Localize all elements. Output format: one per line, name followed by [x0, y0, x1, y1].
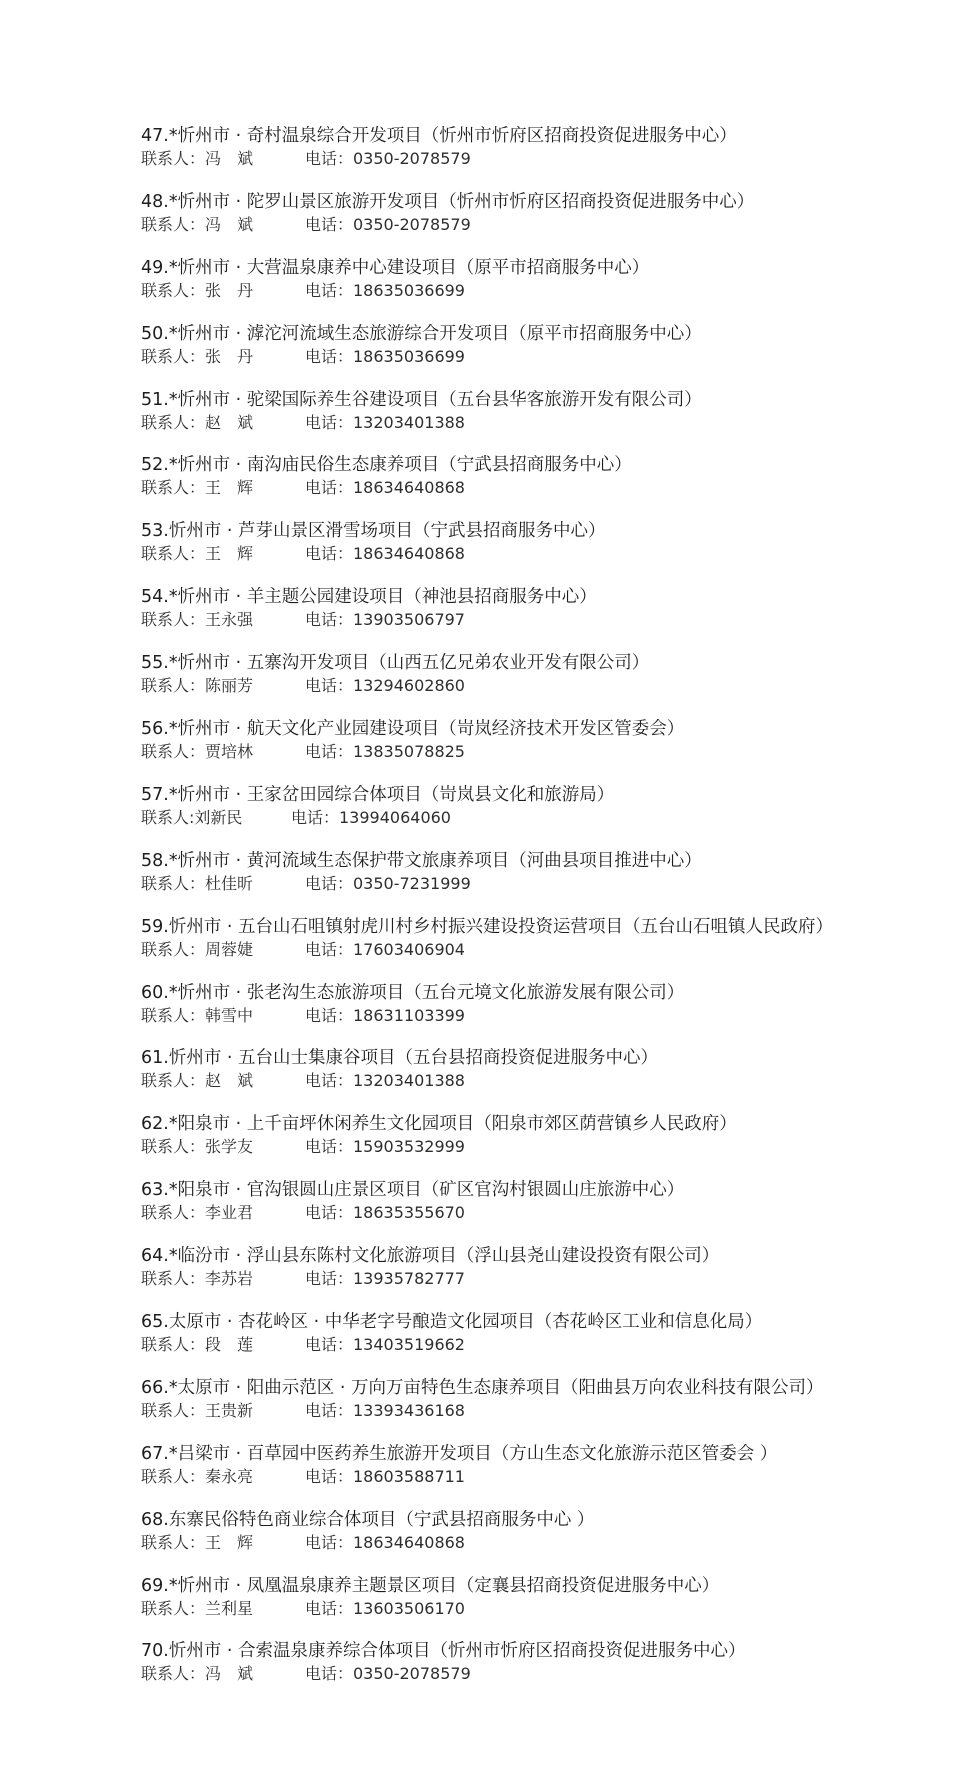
project-contact	[141, 214, 941, 236]
contact-person: 联系人：秦永亮	[141, 1466, 254, 1486]
project-title: 50.*忻州市 · 滹沱河流域生态旅游综合开发项目（原平市招商服务中心）	[141, 323, 702, 344]
project-contact	[141, 148, 941, 170]
project-title: 49.*忻州市 · 大营温泉康养中心建设项目（原平市招商服务中心）	[141, 257, 650, 278]
project-item	[141, 1442, 941, 1508]
project-contact	[141, 1400, 941, 1422]
project-title: 54.*忻州市 · 羊主题公园建设项目（神池县招商服务中心）	[141, 587, 597, 608]
contact-phone: 电话：18634640868	[305, 478, 465, 498]
contact-person: 联系人：王贵新	[141, 1400, 254, 1420]
project-title: 61.忻州市 · 五台山士集康谷项目（五台县招商投资促进服务中心）	[141, 1048, 659, 1069]
contact-person: 联系人：杜佳昕	[141, 873, 254, 893]
contact-phone: 电话：18634640868	[305, 1532, 465, 1552]
project-item	[141, 1046, 941, 1112]
contact-person: 联系人：段 莲	[141, 1335, 254, 1355]
project-title: 52.*忻州市 · 南沟庙民俗生态康养项目（宁武县招商服务中心）	[141, 455, 632, 476]
contact-person: 联系人：冯 斌	[141, 214, 254, 234]
project-contact	[141, 675, 941, 697]
project-contact	[141, 1070, 941, 1092]
project-item	[141, 915, 941, 981]
project-title: 65.太原市 · 杏花岭区 · 中华老字号酿造文化园项目（杏花岭区工业和信息化局）	[141, 1312, 763, 1333]
contact-phone: 电话：18635036699	[305, 346, 465, 366]
project-item	[141, 1574, 941, 1640]
project-item	[141, 256, 941, 322]
project-contact	[141, 807, 941, 829]
project-item	[141, 1508, 941, 1574]
project-contact	[141, 280, 941, 302]
project-title: 70.忻州市 · 合索温泉康养综合体项目（忻州市忻府区招商投资促进服务中心）	[141, 1641, 746, 1662]
contact-phone: 电话：18635036699	[305, 280, 465, 300]
project-item	[141, 190, 941, 256]
project-contact	[141, 1136, 941, 1158]
contact-person: 联系人：兰利星	[141, 1598, 254, 1618]
project-item	[141, 1244, 941, 1310]
contact-phone: 电话：18631103399	[305, 1005, 465, 1025]
contact-phone: 电话：18635355670	[305, 1203, 465, 1223]
project-contact	[141, 1005, 941, 1027]
contact-phone: 电话：15903532999	[305, 1137, 465, 1157]
project-title: 55.*忻州市 · 五寨沟开发项目（山西五亿兄弟农业开发有限公司）	[141, 653, 650, 674]
contact-phone: 电话：13603506170	[305, 1598, 465, 1618]
contact-phone: 电话：18603588711	[305, 1466, 465, 1486]
project-title: 63.*阳泉市 · 官沟银圆山庄景区项目（矿区官沟村银圆山庄旅游中心）	[141, 1180, 685, 1201]
contact-phone: 电话：18634640868	[305, 544, 465, 564]
project-title: 57.*忻州市 · 王家岔田园综合体项目（岢岚县文化和旅游局）	[141, 784, 615, 805]
project-item	[141, 849, 941, 915]
project-item	[141, 1112, 941, 1178]
project-title: 59.忻州市 · 五台山石咀镇射虎川村乡村振兴建设投资运营项目（五台山石咀镇人民政府）	[141, 916, 834, 937]
contact-person: 联系人：李业君	[141, 1203, 254, 1223]
contact-person: 联系人：张 丹	[141, 280, 254, 300]
project-contact	[141, 477, 941, 499]
project-item	[141, 322, 941, 388]
contact-phone: 电话：0350-2078579	[305, 149, 471, 168]
project-item	[141, 717, 941, 783]
project-contact	[141, 1202, 941, 1224]
project-title: 68.东寨民俗特色商业综合体项目（宁武县招商服务中心 ）	[141, 1509, 595, 1530]
contact-person: 联系人：冯 斌	[141, 149, 254, 168]
contact-person: 联系人：陈丽芳	[141, 676, 254, 696]
contact-person: 联系人：赵 斌	[141, 412, 254, 432]
project-title: 47.*忻州市 · 奇村温泉综合开发项目（忻州市忻府区招商投资促进服务中心）	[141, 126, 737, 146]
project-title: 66.*太原市 · 阳曲示范区 · 万向万亩特色生态康养项目（阳曲县万向农业科技有限公司）	[141, 1377, 824, 1398]
contact-person: 联系人：张 丹	[141, 346, 254, 366]
contact-person: 联系人：赵 斌	[141, 1071, 254, 1091]
contact-phone: 电话：13403519662	[305, 1335, 465, 1355]
project-title: 67.*吕梁市 · 百草园中医药养生旅游开发项目（方山生态文化旅游示范区管委会 ）	[141, 1443, 778, 1464]
project-item	[141, 783, 941, 849]
project-title: 58.*忻州市 · 黄河流域生态保护带文旅康养项目（河曲县项目推进中心）	[141, 850, 702, 871]
contact-person: 联系人:刘新民	[141, 807, 243, 827]
contact-person: 联系人：周蓉婕	[141, 939, 254, 959]
project-item	[141, 1639, 941, 1705]
project-contact	[141, 939, 941, 961]
contact-phone: 电话：0350-2078579	[305, 214, 471, 234]
project-title: 48.*忻州市 · 陀罗山景区旅游开发项目（忻州市忻府区招商投资促进服务中心）	[141, 191, 755, 212]
project-list	[141, 124, 941, 1705]
contact-phone: 电话：13835078825	[305, 742, 465, 762]
project-item	[141, 981, 941, 1047]
project-title: 69.*忻州市 · 凤凰温泉康养主题景区项目（定襄县招商投资促进服务中心）	[141, 1575, 720, 1596]
project-title: 60.*忻州市 · 张老沟生态旅游项目（五台元境文化旅游发展有限公司）	[141, 982, 685, 1003]
project-item	[141, 519, 941, 585]
project-contact	[141, 1663, 941, 1685]
contact-person: 联系人：王 辉	[141, 1532, 254, 1552]
contact-person: 联系人：冯 斌	[141, 1664, 254, 1684]
contact-phone: 电话：13294602860	[305, 676, 465, 696]
contact-phone: 电话：13203401388	[305, 412, 465, 432]
contact-phone: 电话：13994064060	[291, 807, 451, 827]
contact-phone: 电话：13393436168	[305, 1400, 465, 1420]
project-contact	[141, 741, 941, 763]
project-item	[141, 651, 941, 717]
contact-person: 联系人：王 辉	[141, 544, 254, 564]
contact-phone: 电话：0350-2078579	[305, 1664, 471, 1684]
project-contact	[141, 1466, 941, 1488]
project-contact	[141, 346, 941, 368]
contact-person: 联系人：张学友	[141, 1137, 254, 1157]
contact-phone: 电话：17603406904	[305, 939, 465, 959]
project-item	[141, 124, 941, 190]
project-item	[141, 1178, 941, 1244]
project-title: 51.*忻州市 · 驼梁国际养生谷建设项目（五台县华客旅游开发有限公司）	[141, 389, 702, 410]
project-contact	[141, 1598, 941, 1620]
contact-phone: 电话：13935782777	[305, 1269, 465, 1289]
project-item	[141, 388, 941, 454]
contact-phone: 电话：0350-7231999	[305, 873, 471, 893]
project-contact	[141, 1268, 941, 1290]
project-title: 56.*忻州市 · 航天文化产业园建设项目（岢岚经济技术开发区管委会）	[141, 719, 685, 740]
project-contact	[141, 543, 941, 565]
contact-phone: 电话：13903506797	[305, 610, 465, 630]
project-contact	[141, 412, 941, 434]
contact-person: 联系人：王 辉	[141, 478, 254, 498]
project-title: 53.忻州市 · 芦芽山景区滑雪场项目（宁武县招商服务中心）	[141, 521, 606, 542]
project-title: 64.*临汾市 · 浮山县东陈村文化旅游项目（浮山县尧山建设投资有限公司）	[141, 1246, 720, 1267]
contact-person: 联系人：王永强	[141, 610, 254, 630]
contact-person: 联系人：李苏岩	[141, 1269, 254, 1289]
project-contact	[141, 1334, 941, 1356]
project-item	[141, 1310, 941, 1376]
project-contact	[141, 1532, 941, 1554]
project-item	[141, 1376, 941, 1442]
project-contact	[141, 609, 941, 631]
project-item	[141, 585, 941, 651]
contact-person: 联系人：贾培林	[141, 742, 254, 762]
project-item	[141, 453, 941, 519]
contact-person: 联系人：韩雪中	[141, 1005, 254, 1025]
project-contact	[141, 873, 941, 895]
contact-phone: 电话：13203401388	[305, 1071, 465, 1091]
project-title: 62.*阳泉市 · 上千亩坪休闲养生文化园项目（阳泉市郊区荫营镇乡人民政府）	[141, 1114, 737, 1135]
